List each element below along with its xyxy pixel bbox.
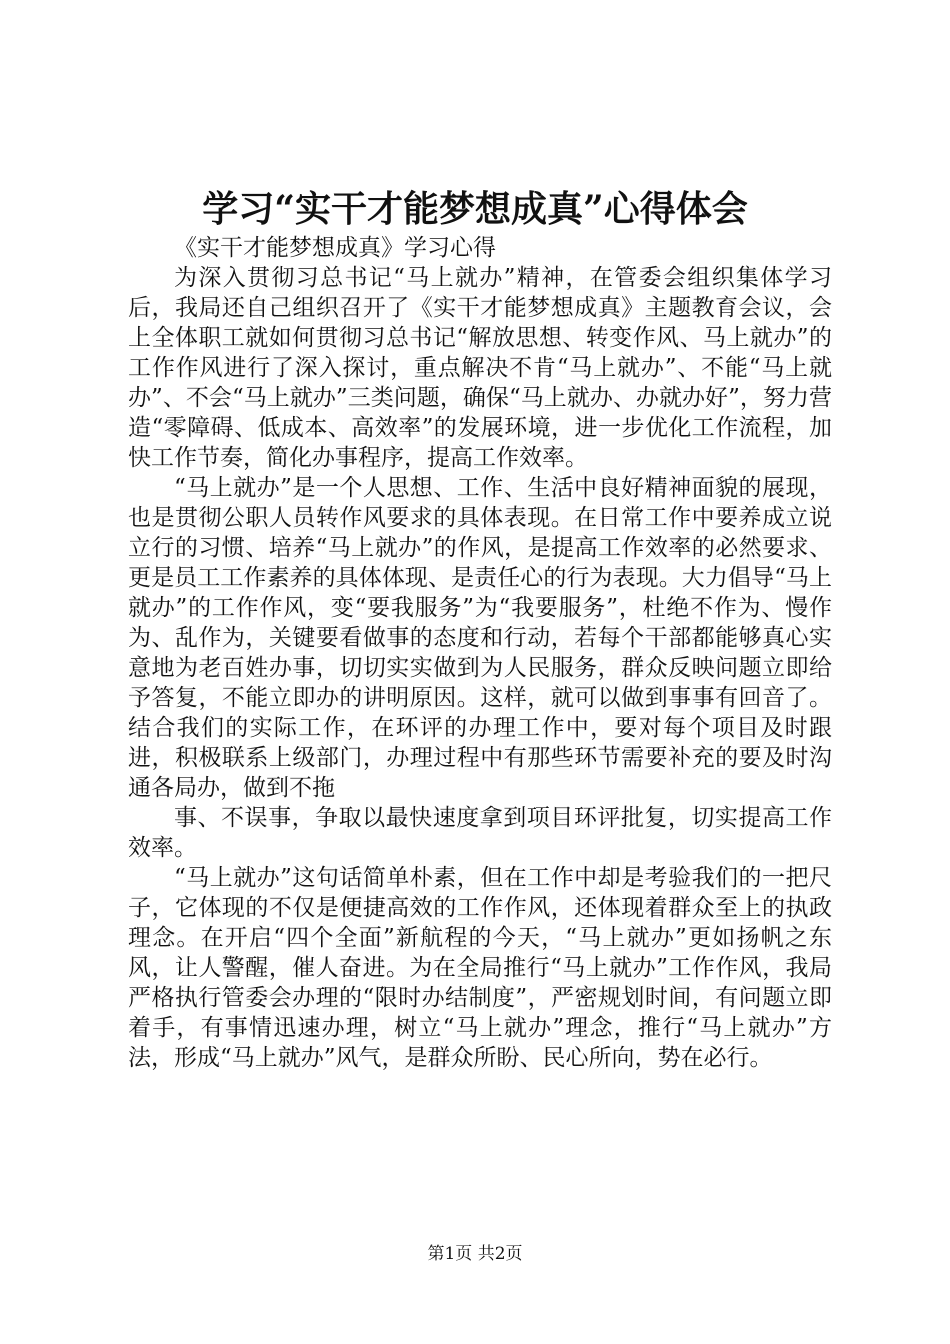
- paragraph-2: “马上就办”是一个人思想、工作、生活中良好精神面貌的展现，也是贯彻公职人员转作风要求的具体表现。在日常工作中要养成立说立行的习惯、培养“马上就办”的作风，是提高工作效率的必然要求、更是员工工作素养的具体体现、是责任心的行为表现。大力倡导“马上就办”的工作作风，变“要我服务”为“我要服务”，杜绝不作为、慢作为、乱作为，关键要看做事的态度和行动，若每个干部都能够真心实意地为老百姓办事，切切实实做到为人民服务，群众反映问题立即给予答复，不能立即办的讲明原因。这样，就可以做到事事有回音了。结合我们的实际工作，在环评的办理工作中，要对每个项目及时跟进，积极联系上级部门，办理过程中有那些环节需要补充的要及时沟通各局办，做到不拖: [128, 475, 832, 801]
- document-subtitle: 《实干才能梦想成真》学习心得: [174, 235, 496, 261]
- paragraph-1: 为深入贯彻习总书记“马上就办”精神，在管委会组织集体学习后，我局还自己组织召开了《实干才能梦想成真》主题教育会议，会上全体职工就如何贯彻习总书记“解放思想、转变作风、马上就办”的工作作风进行了深入探讨，重点解决不肯“马上就办”、不能“马上就办”、不会“马上就办”三类问题，确保“马上就办、办就办好”，努力营造“零障碍、低成本、高效率”的发展环境，进一步优化工作流程，加快工作节奏，简化办事程序，提高工作效率。: [128, 265, 832, 471]
- paragraph-4: “马上就办”这句话简单朴素，但在工作中却是考验我们的一把尺子，它体现的不仅是便捷高效的工作作风，还体现着群众至上的执政理念。在开启“四个全面”新航程的今天，“马上就办”更如扬帆之东风，让人警醒，催人奋进。为在全局推行“马上就办”工作作风，我局严格执行管委会办理的“限时办结制度”，严密规划时间，有问题立即着手，有事情迅速办理，树立“马上就办”理念，推行“马上就办”方法，形成“马上就办”风气，是群众所盼、民心所向，势在必行。: [128, 865, 832, 1071]
- paragraph-3: 事、不误事，争取以最快速度拿到项目环评批复，切实提高工作效率。: [128, 805, 832, 861]
- document-body: [128, 233, 832, 1073]
- page-footer: 第1页 共2页: [427, 1244, 523, 1264]
- page-title: 学习“实干才能梦想成真”心得体会: [202, 188, 748, 230]
